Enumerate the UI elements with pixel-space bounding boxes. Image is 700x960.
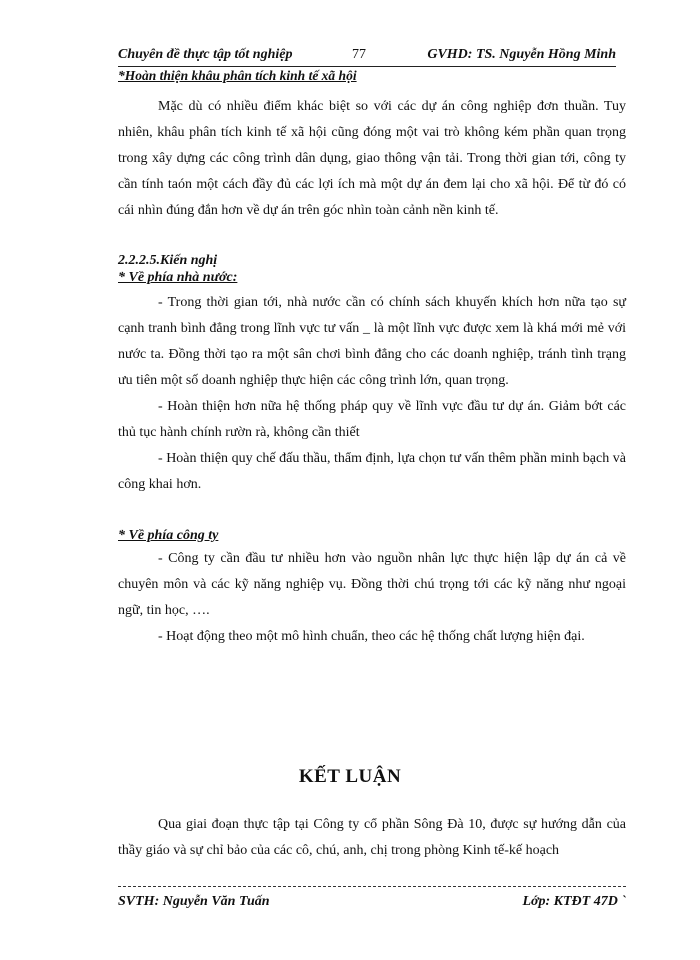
paragraph-text: Qua giai đoạn thực tập tại Công ty cổ phần Sông Đà 10, được sự hướng dẫn của thầy giáo và sự chỉ bảo của các cô, chú, anh, chị trong phòng Kinh tế-kế hoạch bbox=[118, 817, 626, 858]
subsection-title: 2.2.2.5.Kiến nghị bbox=[118, 253, 218, 268]
header-divider bbox=[118, 66, 616, 67]
page-footer bbox=[118, 894, 626, 912]
header-advisor: GVHD: TS. Nguyễn Hồng Minh bbox=[427, 47, 616, 62]
list-item: - Hoàn thiện hơn nữa hệ thống pháp quy về lĩnh vực đầu tư dự án. Giảm bớt các thủ tục hành chính rườn rà, không cần thiết bbox=[118, 399, 626, 440]
paragraph-socioeconomic bbox=[118, 94, 626, 224]
footer-student: SVTH: Nguyễn Văn Tuấn bbox=[118, 894, 270, 909]
list-item: - Trong thời gian tới, nhà nước cần có chính sách khuyến khích hơn nữa tạo sự cạnh tranh bình đẳng trong lĩnh vực tư vấn _ là một lĩnh vực được xem là khá mới mẻ với nước ta. Đồng thời tạo ra một sân chơi bình đẳng cho các doanh nghiệp, tránh tình trạng ưu tiên một số doanh nghiệp thực hiện các công trình lớn, quan trọng. bbox=[118, 295, 626, 388]
state-recommendations bbox=[118, 290, 626, 498]
page-header bbox=[118, 47, 616, 65]
list-item: - Công ty cần đầu tư nhiều hơn vào nguồn nhân lực thực hiện lập dự án cả về chuyên môn và các kỹ năng nghiệp vụ. Đồng thời chú trọng tới các kỹ năng như ngoại ngữ, tin học, …. bbox=[118, 551, 626, 618]
footer-divider bbox=[118, 886, 626, 887]
list-item: - Hoạt động theo một mô hình chuẩn, theo các hệ thống chất lượng hiện đại. bbox=[158, 629, 585, 644]
page-number: 77 bbox=[352, 47, 366, 62]
paragraph-text: Mặc dù có nhiều điểm khác biệt so với các dự án công nghiệp đơn thuần. Tuy nhiên, khâu phân tích kinh tế xã hội cũng đóng một vai trò không kém phần quan trọng trong xây dựng các công trình dân dụng, giao thông vận tải. Trong thời gian tới, công ty cần tính taón một cách đầy đủ các lợi ích mà một dự án đem lại cho xã hội. Để từ đó có cái nhìn đúng đắn hơn về dự án trên góc nhìn toàn cảnh nền kinh tế. bbox=[118, 99, 626, 218]
company-recommendations bbox=[118, 546, 626, 650]
list-item: - Hoàn thiện quy chế đấu thầu, thẩm định, lựa chọn tư vấn thêm phần minh bạch và công khai hơn. bbox=[118, 451, 626, 492]
state-heading: * Về phía nhà nước: bbox=[118, 270, 238, 285]
section-title: *Hoàn thiện khâu phân tích kinh tế xã hội bbox=[118, 68, 357, 83]
conclusion-title: KẾT LUẬN bbox=[298, 766, 402, 787]
conclusion-body bbox=[118, 812, 626, 864]
company-heading: * Về phía công ty bbox=[118, 528, 219, 543]
footer-class: Lớp: KTĐT 47D ` bbox=[522, 894, 626, 909]
header-course-title: Chuyên đề thực tập tốt nghiệp bbox=[118, 47, 293, 62]
